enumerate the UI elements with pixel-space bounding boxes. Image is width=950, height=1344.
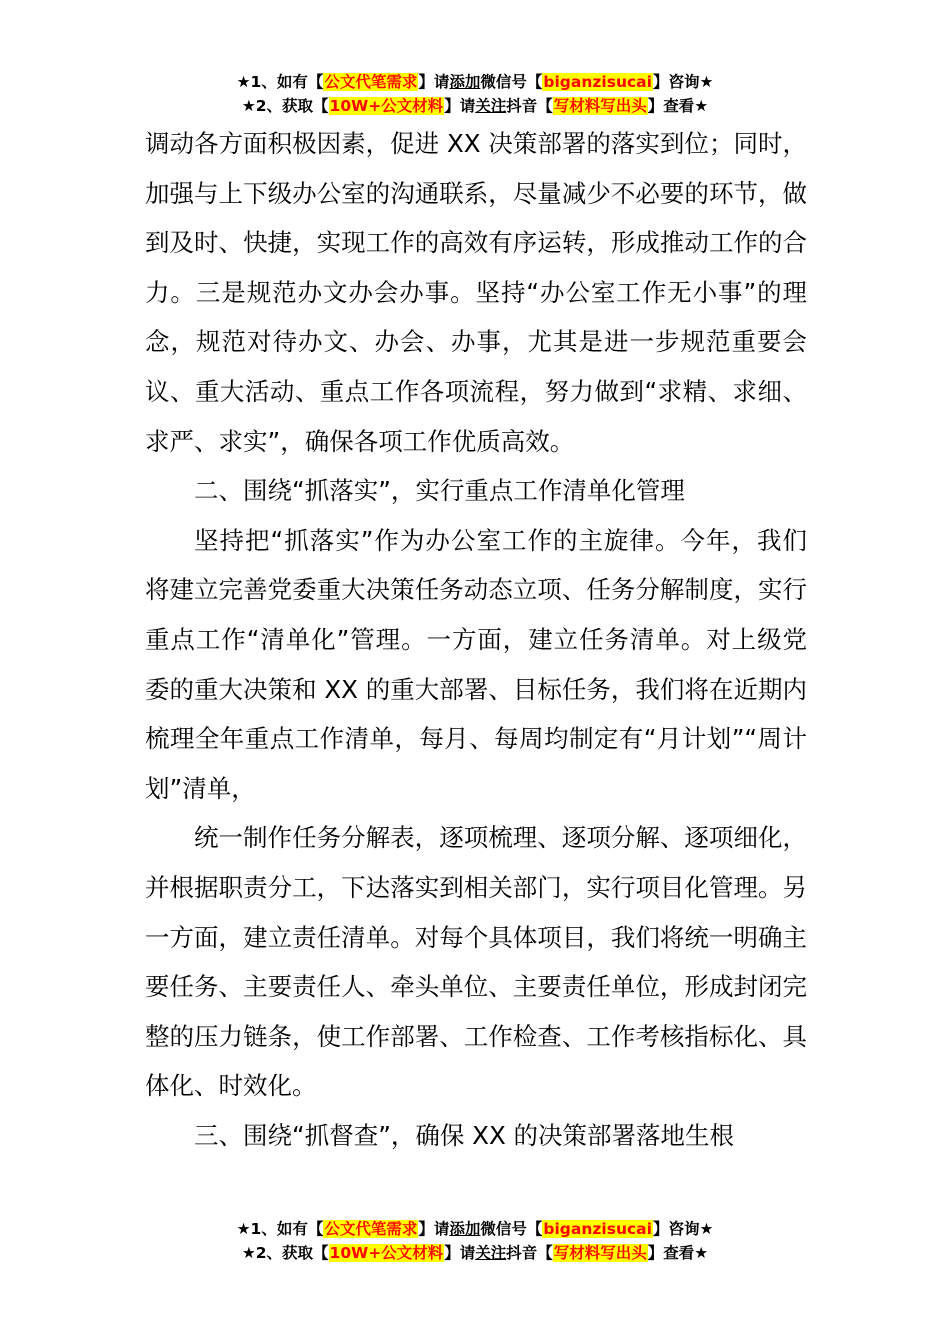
banner-highlight: 10W+公文材料 xyxy=(329,97,444,115)
banner-underlined: 添加 xyxy=(449,73,481,91)
banner-underlined: 添加 xyxy=(449,1220,481,1238)
banner-text: 微信号【 xyxy=(480,73,543,91)
banner-text: ★2、获取【 xyxy=(241,1244,329,1262)
banner-line-2 xyxy=(0,1241,950,1265)
banner-text: 】查看★ xyxy=(647,1244,709,1262)
banner-line-1 xyxy=(0,1217,950,1241)
footer-banner xyxy=(0,1217,950,1265)
banner-text: 抖音【 xyxy=(506,97,553,115)
banner-line-2 xyxy=(0,94,950,118)
banner-highlight: 公文代笔需求 xyxy=(324,1220,418,1238)
banner-text: 】请 xyxy=(418,73,450,91)
banner-text: 】查看★ xyxy=(647,97,709,115)
banner-text: 】咨询★ xyxy=(652,1220,714,1238)
section-heading: 三、围绕“抓督查”，确保 XX 的决策部署落地生根 xyxy=(194,1120,735,1150)
banner-text: 】请 xyxy=(418,1220,450,1238)
banner-highlight: biganzisucai xyxy=(543,1220,652,1238)
banner-highlight: 写材料写出头 xyxy=(553,97,647,115)
document-body xyxy=(145,119,807,1160)
paragraph: 坚持把“抓落实”作为办公室工作的主旋律。今年，我们将建立完善党委重大决策任务动态立项、任务分解制度，实行重点工作“清单化”管理。一方面，建立任务清单。对上级党委的重大决策和 XX 的重大部署、目标任务，我们将在近期内梳理全年重点工作清单，每月、每周均制定有“月计划”“周计划”清单， xyxy=(145,525,807,803)
banner-text: ★2、获取【 xyxy=(241,97,329,115)
paragraph: 调动各方面积极因素，促进 XX 决策部署的落实到位；同时，加强与上下级办公室的沟通联系，尽量减少不必要的环节，做到及时、快捷，实现工作的高效有序运转，形成推动工作的合力。三是规范办文办会办事。坚持“办公室工作无小事”的理念，规范对待办文、办会、办事，尤其是进一步规范重要会议、重大活动、重点工作各项流程，努力做到“求精、求细、求严、求实”，确保各项工作优质高效。 xyxy=(145,129,807,456)
header-banner xyxy=(0,70,950,118)
banner-underlined: 关注 xyxy=(475,1244,507,1262)
paragraph: 统一制作任务分解表，逐项梳理、逐项分解、逐项细化，并根据职责分工，下达落实到相关部门，实行项目化管理。另一方面，建立责任清单。对每个具体项目，我们将统一明确主要任务、主要责任人、牵头单位、主要责任单位，形成封闭完整的压力链条，使工作部署、工作检查、工作考核指标化、具体化、时效化。 xyxy=(145,823,807,1101)
banner-text: ★1、如有【 xyxy=(236,73,324,91)
banner-text: 微信号【 xyxy=(480,1220,543,1238)
banner-highlight: 写材料写出头 xyxy=(553,1244,647,1262)
banner-text: 抖音【 xyxy=(506,1244,553,1262)
section-heading: 二、围绕“抓落实”，实行重点工作清单化管理 xyxy=(194,476,685,506)
banner-highlight: 10W+公文材料 xyxy=(329,1244,444,1262)
banner-underlined: 关注 xyxy=(475,97,507,115)
banner-line-1 xyxy=(0,70,950,94)
banner-highlight: 公文代笔需求 xyxy=(324,73,418,91)
banner-text: 】咨询★ xyxy=(652,73,714,91)
banner-text: 】请 xyxy=(444,97,476,115)
banner-highlight: biganzisucai xyxy=(543,73,652,91)
banner-text: ★1、如有【 xyxy=(236,1220,324,1238)
banner-text: 】请 xyxy=(444,1244,476,1262)
